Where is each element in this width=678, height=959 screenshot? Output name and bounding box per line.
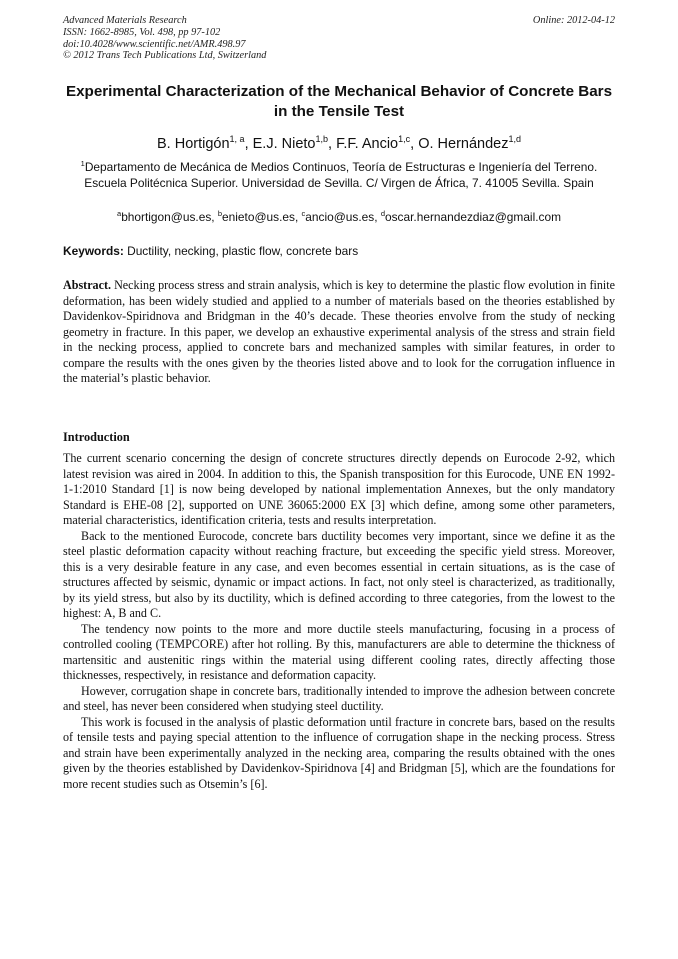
author-affil-mark: 1,d: [508, 134, 521, 144]
paragraph: Back to the mentioned Eurocode, concrete bars ductility becomes very important, since we define it as the steel plastic deformation capacity without reaching fracture, but exceeding the specific yield stress. Moreover, this is a very desirable feature in any case, and even becomes essential in certain situations, as is the case of structures affected by seismic, dynamic or impact actions. In fact, not only steel is characterized, as traditionally, by its yield stress, but also by its ductility, which is defined according to three categories, from the lowest to the highest: A, B and C.: [63, 528, 615, 620]
email-address[interactable]: oscar.hernandezdiaz@gmail.com: [385, 209, 561, 224]
author-list: B. Hortigón$^{1, a}$, E.J. Nieto$^{1,b}$, F.F. Ancio$^{1,c}$, O. Hernández$^{1,d}$: [157, 134, 521, 152]
abstract: [63, 278, 615, 387]
online-date: Online: 2012-04-12: [532, 15, 615, 26]
email-mark: c: [301, 209, 306, 218]
abstract-text: Necking process stress and strain analysis, which is key to determine the plastic flow evolution in finite deformation, has been widely studied and applied to a number of materials based on the theories established by Davidenkov-Spiridnova and Bridgman in the 40’s decade. These theories envolve from the study of necking geometry in fracture. In this paper, we develop an exhaustive experimental analysis of the stress and strain field in the necking process, applied to concrete bars and mechanized samples with similar features, in order to compare the results with the ones given by the theories listed above and to look for the corrugation influence in the material’s plastic behavior.: [63, 278, 615, 385]
author-name: B. Hortigón: [157, 135, 230, 152]
keywords-label: Keywords:: [63, 244, 124, 258]
doi-line[interactable]: doi:10.4028/www.scientific.net/AMR.498.97: [63, 38, 246, 50]
email-list: $^a$bhortigon@us.es, $^b$enieto@us.es, $^c$ancio@us.es, $^d$oscar.hernandezdiaz@gmail.com: [117, 209, 561, 224]
affiliation: [80, 156, 598, 192]
abstract-label: Abstract.: [63, 278, 112, 292]
author-affil-mark: 1,c: [398, 134, 411, 144]
paragraph: The current scenario concerning the design of concrete structures directly depends on Eurocode 2-92, which latest revision was aired in 2004. In addition to this, the Spanish transposition for this Eurocode, UNE EN 1992-1-1:2010 Standard [1] is now being developed by national implementation Annexes, but the only mandatory Standard is EHE-08 [2], supported on UNE 36065:2000 EX [3] which define, among some other parameters, material characteristics, identification criteria, tests and results interpretation.: [63, 451, 615, 527]
copyright-line: © 2012 Trans Tech Publications Ltd, Switzerland: [63, 50, 267, 62]
section-heading-introduction: Introduction: [63, 430, 130, 444]
paragraph: The tendency now points to the more and more ductile steels manufacturing, focusing in a process of controlled cooling (TEMPCORE) after hot rolling. By this, manufacturers are able to determine the thickness of martensitic and austenitic rings within the material using different cooling rates, directly affecting those thicknesses, respectively, in resistance and deformation capacity.: [63, 621, 615, 682]
introduction-body: [63, 451, 615, 792]
keywords: [63, 244, 615, 259]
keywords-text: Ductility, necking, plastic flow, concrete bars: [127, 244, 359, 258]
journal-name: Advanced Materials Research: [63, 15, 187, 26]
author-name: E.J. Nieto: [252, 135, 316, 152]
author-name: O. Hernández: [418, 135, 509, 152]
paragraph: However, corrugation shape in concrete bars, traditionally intended to improve the adhesion between concrete and steel, has never been considered when studying steel ductility.: [63, 683, 615, 713]
journal-header: [63, 15, 615, 62]
author-name: F.F. Ancio: [336, 135, 399, 152]
paragraph: This work is focused in the analysis of plastic deformation until fracture in concrete bars, based on the results of tensile tests and paying special attention to the influence of corrugation shape in the necking process. Stress and strain have been experimentally analyzed in the necking area, comparing the results obtained with the ones given by the theories established by Davidenkov-Spiridnova [4] and Bridgman [5], which are the foundations for more recent studies such as Otsemin’s [6].: [63, 714, 615, 791]
email-address[interactable]: ancio@us.es: [305, 209, 375, 224]
affiliation-mark: 1: [80, 159, 85, 168]
email-mark: d: [380, 209, 385, 218]
email-address[interactable]: bhortigon@us.es: [121, 209, 212, 224]
issn-line: ISSN: 1662-8985, Vol. 498, pp 97-102: [63, 26, 221, 38]
email-mark: b: [217, 209, 223, 218]
email-mark: a: [117, 209, 122, 218]
author-affil-mark: 1, a: [229, 134, 245, 144]
author-affil-mark: 1,b: [315, 134, 328, 144]
email-address[interactable]: enieto@us.es: [222, 209, 295, 224]
affiliation-text: Departamento de Mecánica de Medios Continuos, Teoría de Estructuras e Ingeniería del Terreno. Escuela Politécnica Superior. Universidad de Sevilla. C/ Virgen de África, 7. 41005 Sevilla. Spain: [84, 159, 598, 191]
paper-title: Experimental Characterization of the Mechanical Behavior of Concrete Bars in the Tensile Test: [65, 83, 613, 120]
